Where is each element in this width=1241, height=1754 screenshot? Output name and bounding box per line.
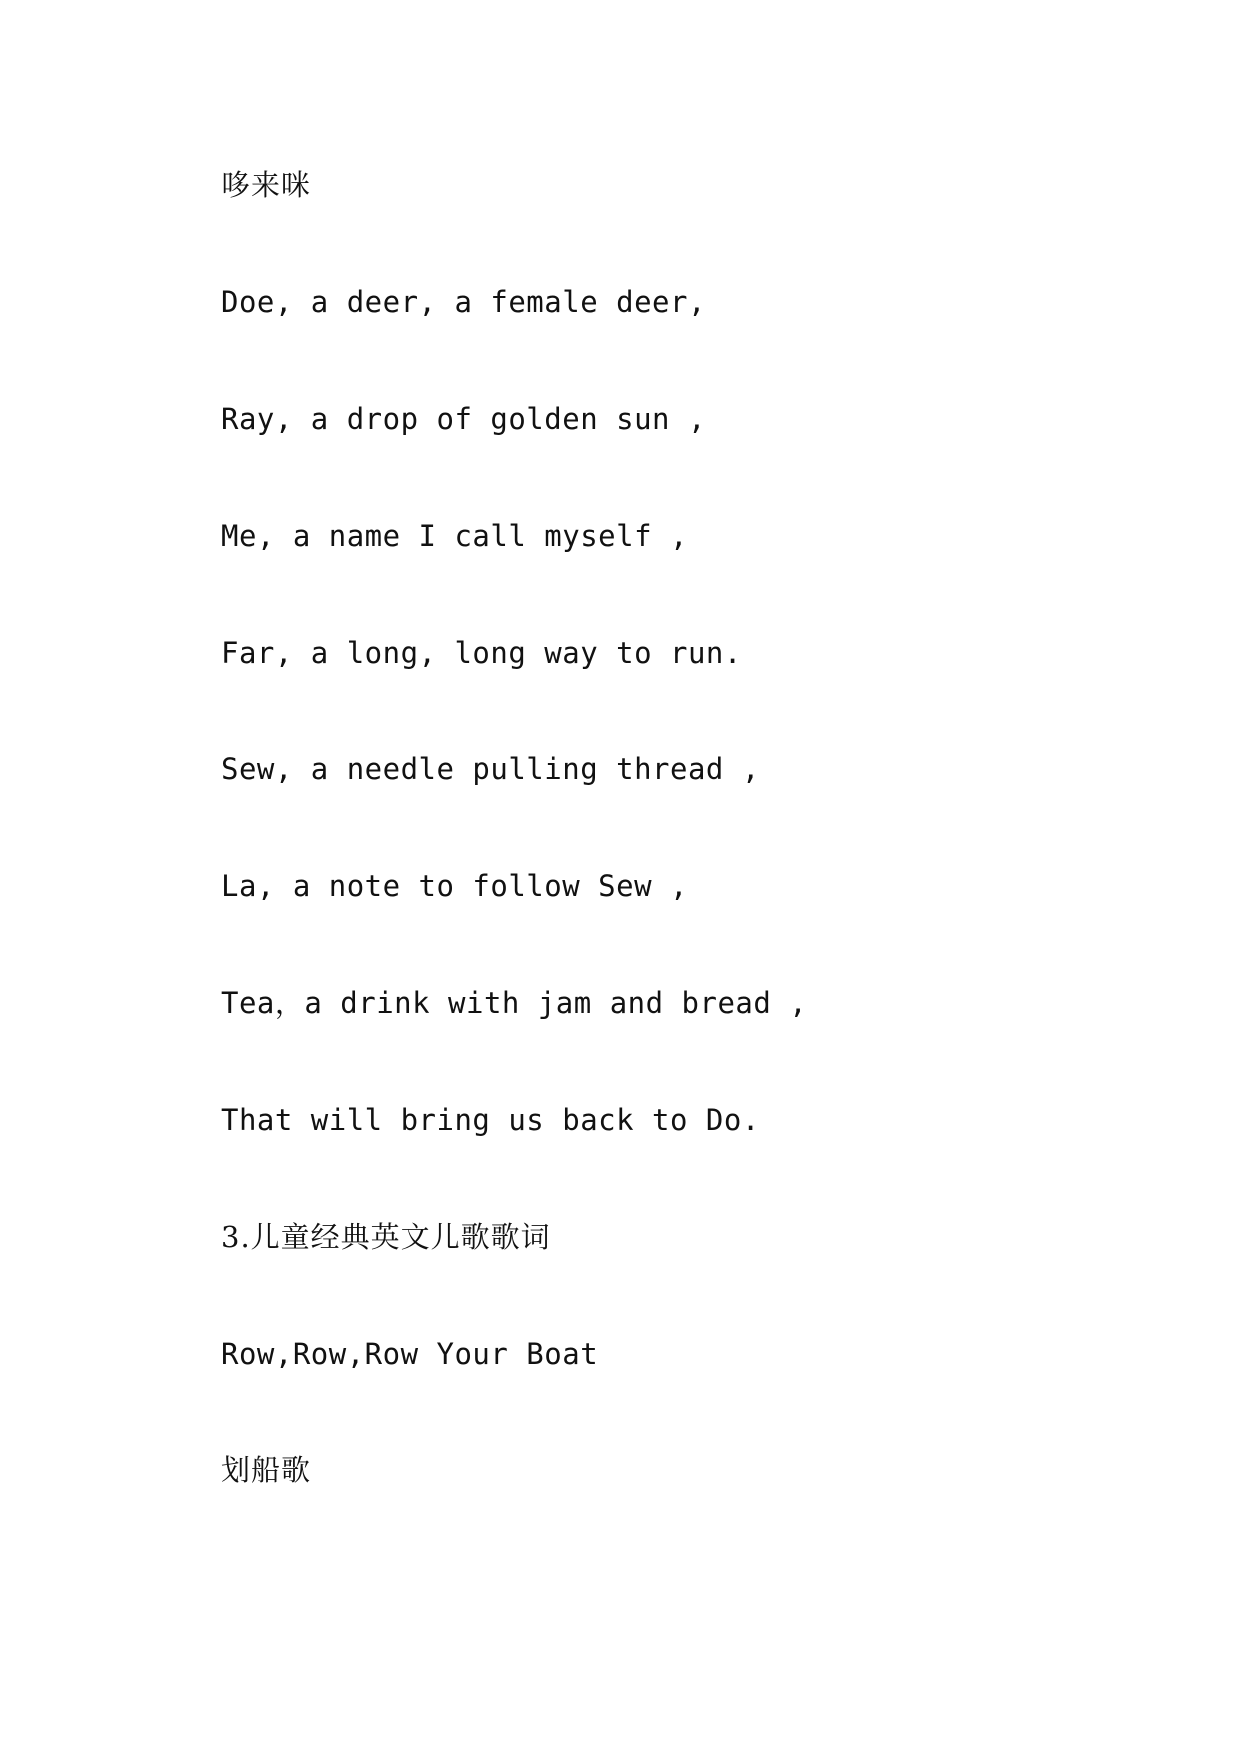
- lyric-line: That will bring us back to Do.: [221, 1103, 760, 1137]
- section-heading: 3.儿童经典英文儿歌歌词: [221, 1220, 551, 1254]
- lyric-line: La, a note to follow Sew ,: [221, 869, 688, 903]
- lyric-line: Ray, a drop of golden sun ,: [221, 402, 706, 436]
- song-title-chinese: 划船歌: [221, 1453, 312, 1487]
- lyric-line: Doe, a deer, a female deer,: [221, 285, 706, 319]
- lyric-line: Tea，a drink with jam and bread ,: [221, 986, 808, 1020]
- lyric-line: Sew, a needle pulling thread ,: [221, 752, 760, 786]
- song-title-row-your-boat: Row,Row,Row Your Boat: [221, 1337, 599, 1371]
- song-title-doremi: 哆来咪: [221, 168, 312, 202]
- lyric-line: Me, a name I call myself ,: [221, 519, 688, 553]
- lyric-line: Far, a long, long way to run.: [221, 636, 742, 670]
